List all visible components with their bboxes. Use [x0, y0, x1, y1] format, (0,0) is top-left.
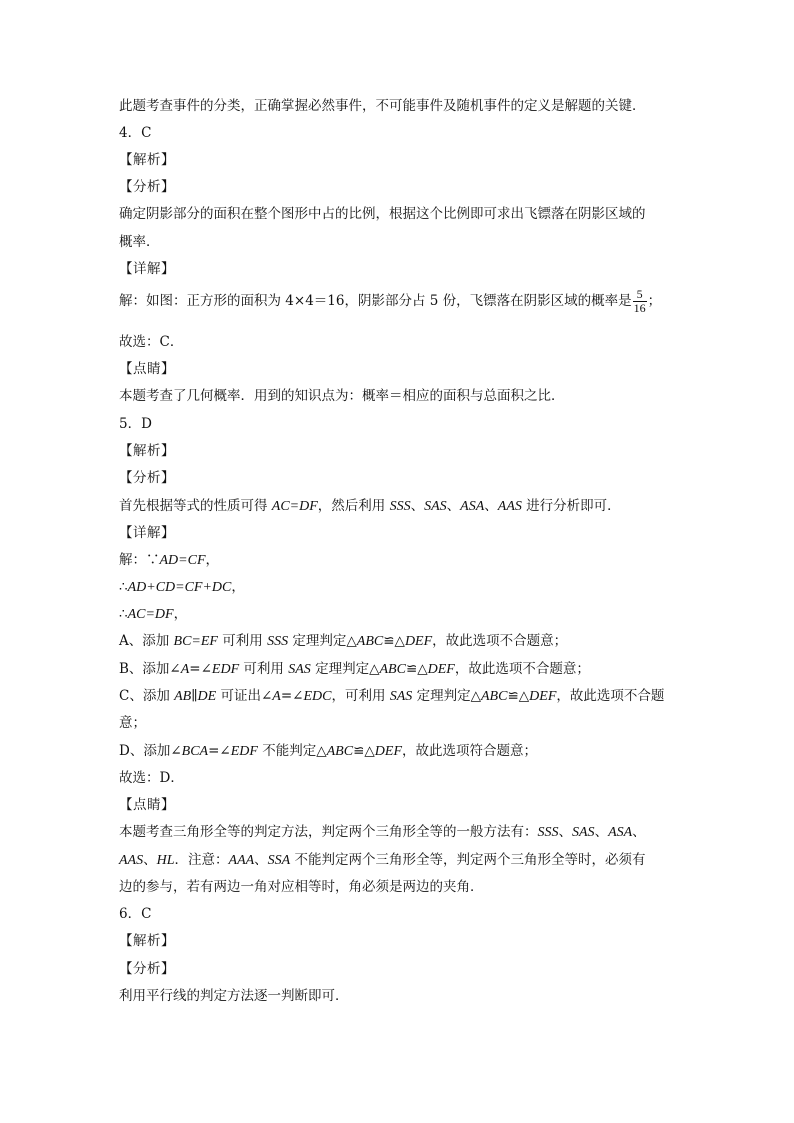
text: 定理判定△ — [412, 688, 481, 704]
math: ABC — [379, 662, 406, 677]
q4-solution-line — [119, 288, 679, 315]
math: EDF — [211, 662, 240, 677]
text: 、 — [594, 824, 609, 840]
solution-text: 解：如图：正方形的面积为 4×4＝16，阴影部分占 5 份，飞镖落在阴影区域的概率是 — [119, 293, 632, 309]
heading-fenxi: 【分析】 — [119, 179, 175, 195]
math: AD=CF — [159, 553, 206, 568]
math: SAS — [572, 825, 595, 840]
text: 、 — [143, 852, 157, 868]
q5-option-b — [119, 660, 679, 679]
q5-option-a — [119, 632, 679, 651]
text: 、 — [484, 498, 498, 514]
text: ≌△ — [405, 661, 428, 677]
text: ，然后利用 — [317, 498, 390, 514]
text: 、 — [446, 498, 461, 514]
text: ≌△ — [507, 688, 530, 704]
text: ，故此选项不合题意； — [432, 633, 568, 649]
text: 首先根据等式的性质可得 — [119, 498, 272, 514]
text: 定理判定△ — [288, 633, 357, 649]
text: 可利用 — [218, 633, 268, 649]
math: AAS — [119, 853, 144, 868]
text: B、添加∠ — [119, 661, 181, 677]
text: =∠ — [208, 743, 231, 759]
text: ， — [205, 552, 219, 568]
text: ，故此选项符合题意； — [402, 743, 537, 759]
text: ，故此选项不合题意； — [454, 661, 590, 677]
q5-comment-3: 边的参与，若有两边一角对应相等时，角必须是两边的夹角． — [119, 879, 484, 895]
text: ∴ — [119, 579, 128, 595]
text-line: 故选：D． — [119, 770, 184, 786]
math: AD+CD=CF+DC — [127, 580, 232, 595]
math: DEF — [529, 689, 557, 704]
math: AAA — [228, 853, 255, 868]
math: DEF — [427, 662, 455, 677]
text: C、添加 — [119, 688, 175, 704]
math: EDC — [303, 689, 332, 704]
text: ， — [173, 606, 188, 622]
math: SSS — [537, 825, 559, 840]
math: AC=DF — [271, 499, 318, 514]
q5-step-2 — [119, 578, 679, 597]
text-line: 概率． — [119, 234, 160, 250]
q5-step-1 — [119, 551, 679, 570]
math: AAS — [497, 499, 522, 514]
text: 、 — [632, 824, 646, 840]
math: AC=DF — [127, 607, 174, 622]
math: BCA — [181, 744, 209, 759]
math: SSS — [389, 499, 411, 514]
q5-comment-2 — [119, 851, 679, 870]
text: 、 — [558, 824, 572, 840]
text: 、 — [410, 498, 425, 514]
text: ≌△ — [383, 633, 405, 649]
text: =∠ — [189, 661, 212, 677]
probability-fraction — [633, 288, 647, 315]
math: ABC — [326, 744, 354, 759]
fraction-numerator: 5 — [636, 287, 643, 301]
math: SSA — [267, 853, 291, 868]
math: ASA — [460, 499, 485, 514]
math: HL — [156, 853, 175, 868]
text: ，可利用 — [331, 688, 390, 704]
q5-option-d — [119, 742, 679, 761]
text: 可利用 — [239, 661, 289, 677]
q5-option-c-cont: 意； — [119, 715, 146, 731]
solution-tail: ； — [647, 293, 662, 309]
heading-dianjing: 【点睛】 — [119, 797, 175, 813]
answer-q4: 4．C — [119, 125, 152, 141]
heading-fenxi: 【分析】 — [119, 961, 175, 977]
answer-q5: 5．D — [119, 416, 152, 432]
text: 解：∵ — [119, 552, 160, 568]
heading-fenxi: 【分析】 — [119, 470, 175, 486]
text: ∴ — [119, 606, 128, 622]
math: DEF — [374, 744, 402, 759]
text: 不能判定两个三角形全等，判定两个三角形全等时，必须有 — [290, 852, 646, 868]
math: SAS — [389, 689, 413, 704]
answer-q6: 6．C — [119, 906, 152, 922]
text: ∥ — [191, 688, 198, 704]
text: D、添加∠ — [119, 743, 182, 759]
math: ASA — [608, 825, 633, 840]
heading-jiexi: 【解析】 — [119, 152, 175, 168]
text: ．注意： — [174, 852, 229, 868]
heading-xiangjie: 【详解】 — [119, 261, 175, 277]
math: A — [272, 689, 281, 704]
math: SSS — [267, 634, 289, 649]
math: ABC — [481, 689, 508, 704]
text: 定理判定△ — [310, 661, 380, 677]
text: =∠ — [280, 688, 304, 704]
math: AB — [174, 689, 192, 704]
text-line: 故选：C． — [119, 334, 184, 350]
text: 可证出∠ — [216, 688, 273, 704]
text-line: 确定阴影部分的面积在整个图形中占的比例，根据这个比例即可求出飞镖落在阴影区域的 — [119, 206, 646, 222]
math: SAS — [288, 662, 311, 677]
text-line: 利用平行线的判定方法逐一判断即可． — [119, 988, 349, 1004]
text: A、添加 — [119, 633, 174, 649]
text: 本题考查三角形全等的判定方法，判定两个三角形全等的一般方法有： — [119, 824, 538, 840]
heading-dianjing: 【点睛】 — [119, 361, 175, 377]
math: BC=EF — [173, 634, 218, 649]
math: ABC — [356, 634, 384, 649]
math: A — [180, 662, 190, 677]
q5-comment-1 — [119, 823, 679, 842]
text: 进行分析即可． — [521, 498, 621, 514]
fraction-denominator: 16 — [633, 301, 646, 315]
text-line: 本题考查了几何概率．用到的知识点为：概率＝相应的面积与总面积之比． — [119, 388, 565, 404]
math: SAS — [424, 499, 447, 514]
q5-option-c — [119, 687, 679, 706]
heading-jiexi: 【解析】 — [119, 933, 175, 949]
q5-step-3 — [119, 605, 679, 624]
text: 不能判定△ — [257, 743, 327, 759]
text: ， — [231, 579, 245, 595]
text: ，故此选项不合题 — [556, 688, 665, 704]
math: EDF — [230, 744, 258, 759]
text: ≌△ — [353, 743, 375, 759]
math: DE — [197, 689, 217, 704]
heading-xiangjie: 【详解】 — [119, 525, 175, 541]
q5-analysis-line — [119, 497, 679, 516]
heading-jiexi: 【解析】 — [119, 443, 175, 459]
text: 、 — [254, 852, 268, 868]
text-line: 此题考查事件的分类，正确掌握必然事件，不可能事件及随机事件的定义是解题的关键． — [119, 98, 646, 114]
math: DEF — [404, 634, 433, 649]
